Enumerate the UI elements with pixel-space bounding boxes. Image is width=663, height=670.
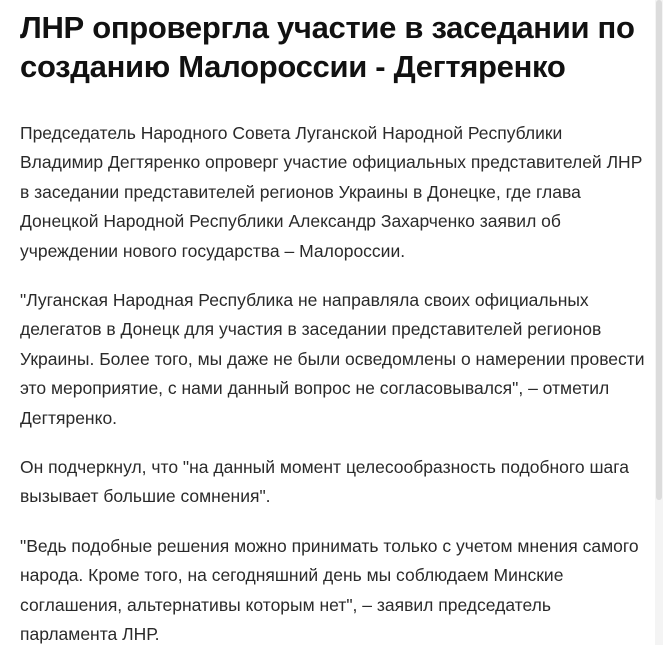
vertical-scrollbar[interactable] [655,0,663,645]
paragraph: "Ведь подобные решения можно принимать только с учетом мнения самого народа. Кроме того, на сегодняшний день мы соблюдаем Минские соглашения, альтернативы которым нет", – заявил председатель парламента ЛНР. [20,535,639,645]
article-title: ЛНР опровергла участие в заседании по созданию Малороссии - Дегтяренко [20,10,635,84]
paragraph: Он подчеркнул, что "на данный момент целесообразность подобного шага вызывает большие сомнения". [20,457,630,507]
scrollbar-thumb[interactable] [656,0,662,500]
paragraph: "Луганская Народная Республика не направляла своих официальных делегатов в Донецк для участия в заседании представителей регионов Украины. Более того, мы даже не были осведомлены о намерении провести это мероприятие, с нами данный вопрос не согласовывался", – отметил Дегтяренко. [20,290,645,428]
article [20,8,645,670]
paragraph: Председатель Народного Совета Луганской Народной Республики Владимир Дегтяренко опроверг участие официальных представителей ЛНР в заседании представителей регионов Украины в Донецке, где глава Донецкой Народной Республики Александр Захарченко заявил об учреждении нового государства – Малороссии. [20,123,643,261]
article-body [20,119,645,650]
